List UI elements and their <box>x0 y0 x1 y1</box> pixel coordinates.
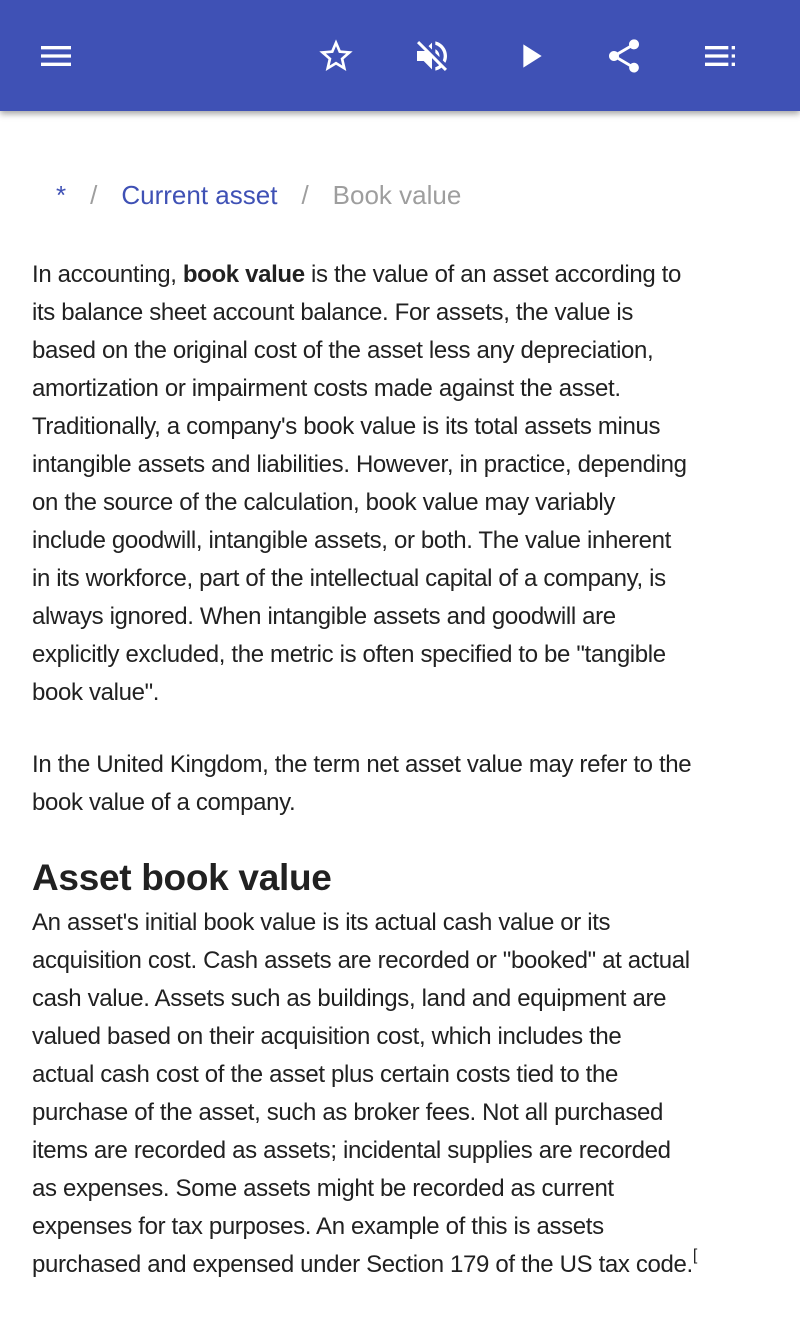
paragraph-line: valued based on their acquisition cost, which includes the <box>32 1023 622 1050</box>
paragraph-line: acquisition cost. Cash assets are recorded or "booked" at actual <box>32 947 690 974</box>
bold-term: book value <box>182 261 305 288</box>
paragraph-line: its balance sheet account balance. For assets, the value is <box>32 299 634 326</box>
playlist-icon <box>700 36 740 76</box>
paragraph-line: based on the original cost of the asset less any depreciation, <box>32 337 654 364</box>
paragraph-line: purchase of the asset, such as broker fees. Not all purchased <box>32 1099 664 1126</box>
breadcrumb-book-value: Book value <box>332 180 462 210</box>
paragraph-line: book value". <box>32 679 160 706</box>
mute-button[interactable] <box>408 32 456 80</box>
breadcrumb <box>56 180 461 211</box>
volume-off-icon <box>412 36 452 76</box>
share-button[interactable] <box>600 32 648 80</box>
star-outline-icon <box>316 36 356 76</box>
breadcrumb-home[interactable]: * <box>56 180 67 210</box>
text: In accounting, <box>32 261 183 288</box>
app-bar <box>0 0 800 111</box>
menu-button[interactable] <box>32 32 80 80</box>
article-body <box>32 256 782 1318</box>
asset-book-value-paragraph <box>32 904 782 1284</box>
play-button[interactable] <box>506 32 554 80</box>
paragraph-line: always ignored. When intangible assets and goodwill are <box>32 603 616 630</box>
section-heading: Asset book value <box>32 857 332 898</box>
menu-icon <box>36 36 76 76</box>
paragraph-line: in its workforce, part of the intellectual capital of a company, is <box>32 565 666 592</box>
paragraph-line: book value of a company. <box>32 789 296 816</box>
paragraph-line: expenses for tax purposes. An example of this is assets <box>32 1213 604 1240</box>
intro-paragraph <box>32 256 782 712</box>
contents-button[interactable] <box>696 32 744 80</box>
paragraph-line: items are recorded as assets; incidental supplies are recorded <box>32 1137 671 1164</box>
text: is the value of an asset according to <box>304 261 682 288</box>
breadcrumb-separator: / <box>301 180 309 210</box>
paragraph-line: In the United Kingdom, the term net asset value may refer to the <box>32 751 692 778</box>
share-icon <box>604 36 644 76</box>
paragraph-line: explicitly excluded, the metric is often specified to be "tangible <box>32 641 666 668</box>
paragraph-line: actual cash cost of the asset plus certain costs tied to the <box>32 1061 618 1088</box>
paragraph-line: Traditionally, a company's book value is its total assets minus <box>32 413 661 440</box>
paragraph-line: purchased and expensed under Section 179 of the US tax code.[ <box>32 1247 697 1278</box>
breadcrumb-separator: / <box>90 180 98 210</box>
paragraph-line: amortization or impairment costs made against the asset. <box>32 375 621 402</box>
uk-paragraph <box>32 746 782 822</box>
paragraph-line: intangible assets and liabilities. However, in practice, depending <box>32 451 687 478</box>
play-icon <box>510 36 550 76</box>
breadcrumb-current-asset[interactable]: Current asset <box>121 180 278 210</box>
paragraph-line: on the source of the calculation, book value may variably <box>32 489 616 516</box>
paragraph-line <box>32 256 782 294</box>
paragraph-line: An asset's initial book value is its actual cash value or its <box>32 909 611 936</box>
paragraph-line: as expenses. Some assets might be recorded as current <box>32 1175 614 1202</box>
footnote-link[interactable]: [ <box>692 1247 697 1264</box>
favorite-button[interactable] <box>312 32 360 80</box>
paragraph-line: cash value. Assets such as buildings, land and equipment are <box>32 985 667 1012</box>
paragraph-line: include goodwill, intangible assets, or both. The value inherent <box>32 527 671 554</box>
